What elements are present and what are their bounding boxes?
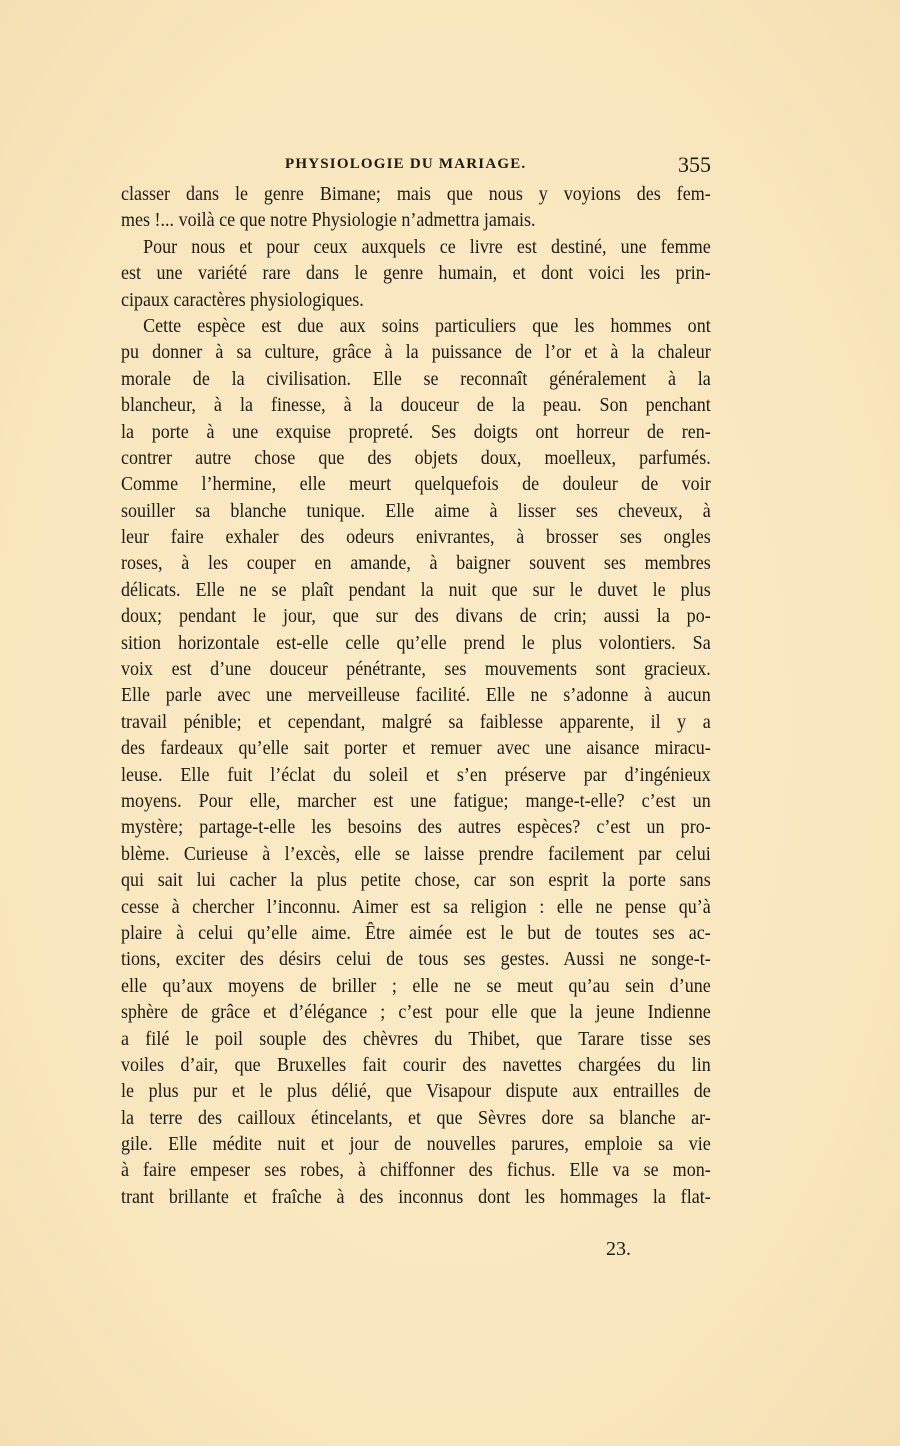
text-line: cesse à chercher l’inconnu. Aimer est sa religion : elle ne pense qu’à (121, 896, 711, 918)
text-line: roses, à les couper en amande, à baigner souvent ses membres (121, 553, 711, 575)
body-text (121, 182, 711, 1211)
running-title: PHYSIOLOGIE DU MARIAGE. (285, 156, 527, 172)
text-line: sition horizontale est-elle celle qu’elle prend le plus volontiers. Sa (121, 632, 711, 654)
text-line: travail pénible; et cependant, malgré sa faiblesse apparente, il y a (121, 711, 711, 733)
text-line: voix est d’une douceur pénétrante, ses mouvements sont gracieux. (121, 659, 711, 681)
text-line: blème. Curieuse à l’excès, elle se laisse prendre facilement par celui (121, 843, 711, 865)
text-line: contrer autre chose que des objets doux, moelleux, parfumés. (121, 447, 711, 469)
text-line: moyens. Pour elle, marcher est une fatigue; mange-t-elle? c’est un (121, 790, 711, 812)
text-line: leuse. Elle fuit l’éclat du soleil et s’en préserve par d’ingénieux (121, 764, 711, 786)
text-line: sphère de grâce et d’élégance ; c’est pour elle que la jeune Indienne (121, 1002, 711, 1024)
text-line: Comme l’hermine, elle meurt quelquefois de douleur de voir (121, 474, 711, 496)
text-line: voiles d’air, que Bruxelles fait courir des navettes chargées du lin (121, 1054, 711, 1076)
text-line: délicats. Elle ne se plaît pendant la nuit que sur le duvet le plus (121, 579, 711, 601)
text-line: souiller sa blanche tunique. Elle aime à lisser ses cheveux, à (121, 500, 711, 522)
paragraph-first-line: Pour nous et pour ceux auxquels ce livre est destiné, une femme (143, 236, 711, 258)
text-line: doux; pendant le jour, que sur des divans de crin; aussi la po- (121, 606, 711, 628)
text-line: morale de la civilisation. Elle se reconnaît généralement à la (121, 368, 711, 390)
text-line: gile. Elle médite nuit et jour de nouvelles parures, emploie sa vie (121, 1134, 711, 1156)
text-line: pu donner à sa culture, grâce à la puissance de l’or et à la chaleur (121, 342, 711, 364)
text-line: qui sait lui cacher la plus petite chose, car son esprit la porte sans (121, 870, 711, 892)
text-line: tions, exciter des désirs celui de tous ses gestes. Aussi ne songe-t- (121, 949, 711, 971)
text-line: classer dans le genre Bimane; mais que nous y voyions des fem- (121, 184, 711, 205)
text-line: la terre des cailloux étincelants, et que Sèvres dore sa blanche ar- (121, 1107, 711, 1129)
text-line: leur faire exhaler des odeurs enivrantes, à brosser ses ongles (121, 527, 711, 549)
text-line: blancheur, à la finesse, à la douceur de la peau. Son penchant (121, 395, 711, 417)
paragraph-first-line: Cette espèce est due aux soins particuliers que les hommes ont (143, 315, 711, 337)
text-line: le plus pur et le plus délié, que Visapour dispute aux entrailles de (121, 1081, 711, 1103)
text-line: des fardeaux qu’elle sait porter et remuer avec une aisance miracu- (121, 738, 711, 760)
running-head (121, 152, 711, 182)
text-line: elle qu’aux moyens de briller ; elle ne se meut qu’au sein d’une (121, 975, 711, 997)
text-line: trant brillante et fraîche à des inconnus dont les hommages la flat- (121, 1186, 711, 1208)
text-line: Elle parle avec une merveilleuse facilité. Elle ne s’adonne à aucun (121, 685, 711, 707)
text-line: a filé le poil souple des chèvres du Thibet, que Tarare tisse ses (121, 1028, 711, 1050)
text-line: la porte à une exquise propreté. Ses doigts ont horreur de ren- (121, 421, 711, 443)
text-line: est une variété rare dans le genre humain, et dont voici les prin- (121, 263, 711, 285)
text-line: mystère; partage-t-elle les besoins des autres espèces? c’est un pro- (121, 817, 711, 839)
text-line: cipaux caractères physiologiques. (121, 289, 364, 311)
signature-mark: 23. (606, 1238, 631, 1260)
text-line: à faire empeser ses robes, à chiffonner des fichus. Elle va se mon- (121, 1160, 711, 1182)
text-line: plaire à celui qu’elle aime. Être aimée est le but de toutes ses ac- (121, 922, 711, 944)
page-number: 355 (678, 152, 711, 177)
text-line: mes !... voilà ce que notre Physiologie n’admettra jamais. (121, 210, 536, 232)
